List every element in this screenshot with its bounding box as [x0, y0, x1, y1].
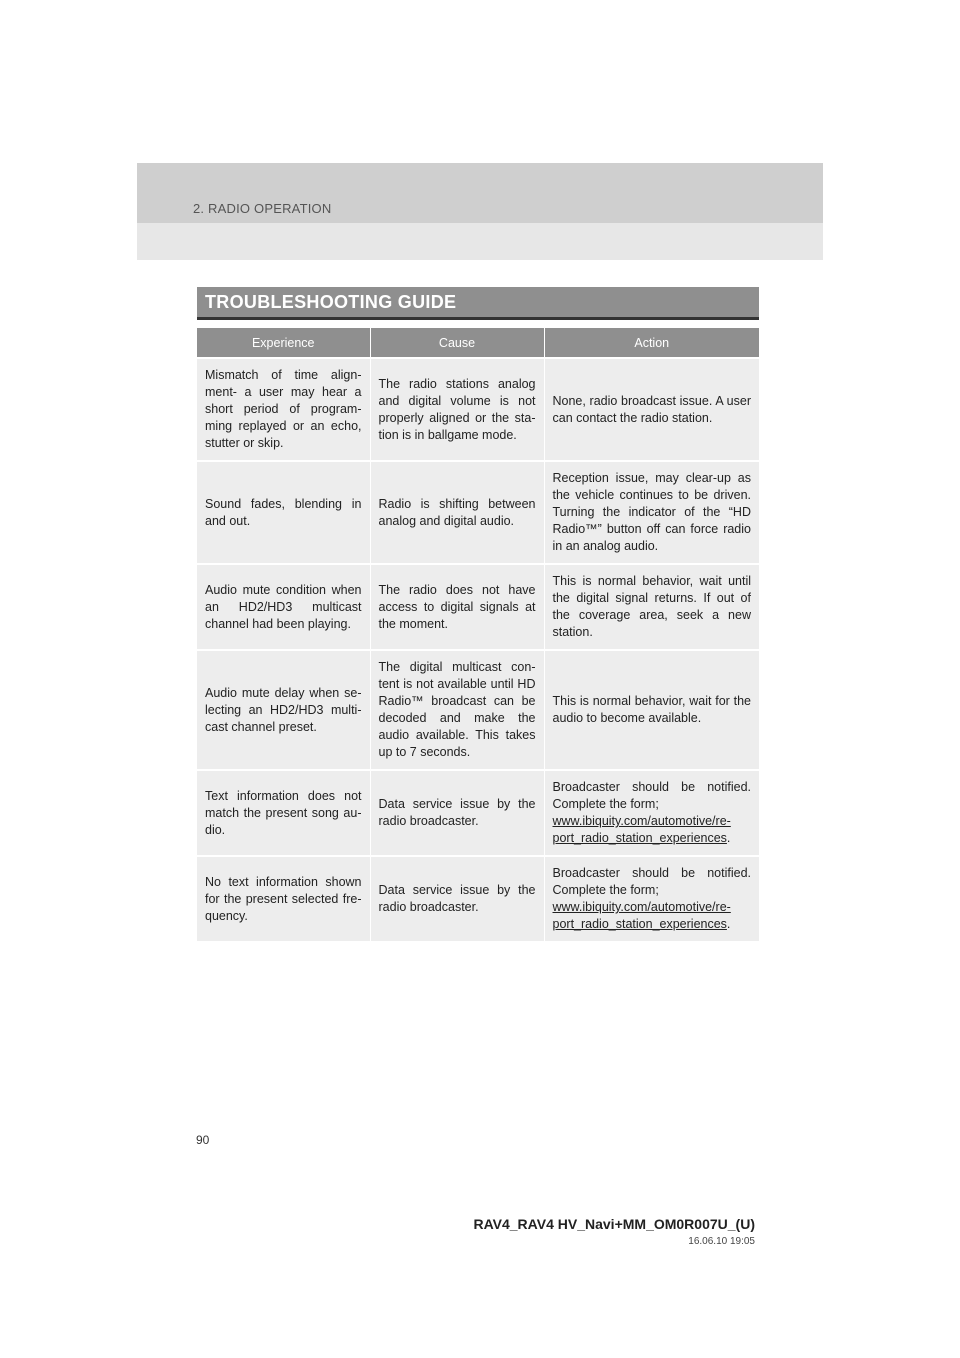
report-form-link[interactable]: www.ibiquity.com/automotive/re- port_radio_station_experiences — [552, 900, 731, 931]
section-label: 2. RADIO OPERATION — [193, 201, 332, 216]
table-header-row — [197, 328, 759, 358]
column-header-cause: Cause — [370, 328, 544, 358]
table-row — [197, 564, 759, 650]
cause-cell: The radio does not have access to digital signals at the moment. — [370, 564, 544, 650]
action-cell: This is normal behavior, wait until the digital signal returns. If out of the coverage area, seek a new station. — [544, 564, 759, 650]
action-cell — [544, 770, 759, 856]
report-form-link[interactable]: www.ibiquity.com/automotive/re- port_radio_station_experiences — [552, 814, 731, 845]
action-cell: Reception issue, may clear-up as the vehicle continues to be driven. Turning the indicator of the “HD Radio™” button off can force radio in an analog audio. — [544, 461, 759, 564]
experience-cell: No text information shown for the present selected fre- quency. — [197, 856, 370, 941]
cause-cell: Data service issue by the radio broadcaster. — [370, 856, 544, 941]
table-row — [197, 358, 759, 461]
document-id: RAV4_RAV4 HV_Navi+MM_OM0R007U_(U) — [473, 1216, 755, 1232]
document-timestamp: 16.06.10 19:05 — [688, 1236, 755, 1247]
column-header-action: Action — [544, 328, 759, 358]
action-cell: This is normal behavior, wait for the audio to become available. — [544, 650, 759, 770]
action-cell — [544, 856, 759, 941]
experience-cell: Text information does not match the present song au- dio. — [197, 770, 370, 856]
cause-cell: The radio stations analog and digital volume is not properly aligned or the sta- tion is in ballgame mode. — [370, 358, 544, 461]
table-row — [197, 856, 759, 941]
table-row — [197, 650, 759, 770]
experience-cell: Audio mute condition when an HD2/HD3 multicast channel had been playing. — [197, 564, 370, 650]
link-suffix: . — [726, 831, 731, 845]
page-number: 90 — [196, 1133, 210, 1147]
table-row — [197, 461, 759, 564]
link-suffix: . — [726, 917, 731, 931]
cause-cell: The digital multicast con- tent is not available until HD Radio™ broadcast can be decoded and make the audio available. This takes up to 7 seconds. — [370, 650, 544, 770]
action-text: Broadcaster should be notified. Complete the form; — [552, 780, 751, 811]
experience-cell: Mismatch of time align- ment- a user may hear a short period of program- ming replayed or an echo, stutter or skip. — [197, 358, 370, 461]
action-cell: None, radio broadcast issue. A user can contact the radio station. — [544, 358, 759, 461]
action-text: Broadcaster should be notified. Complete the form; — [552, 866, 751, 897]
cause-cell: Radio is shifting between analog and digital audio. — [370, 461, 544, 564]
cause-cell: Data service issue by the radio broadcaster. — [370, 770, 544, 856]
experience-cell: Sound fades, blending in and out. — [197, 461, 370, 564]
experience-cell: Audio mute delay when se- lecting an HD2/HD3 multi- cast channel preset. — [197, 650, 370, 770]
table-row — [197, 770, 759, 856]
section-header-strip — [137, 163, 823, 223]
section-header-band — [137, 163, 823, 260]
column-header-experience: Experience — [197, 328, 370, 358]
guide-title-bar — [197, 287, 759, 320]
troubleshooting-table — [197, 328, 759, 941]
guide-title: TROUBLESHOOTING GUIDE — [205, 292, 457, 312]
